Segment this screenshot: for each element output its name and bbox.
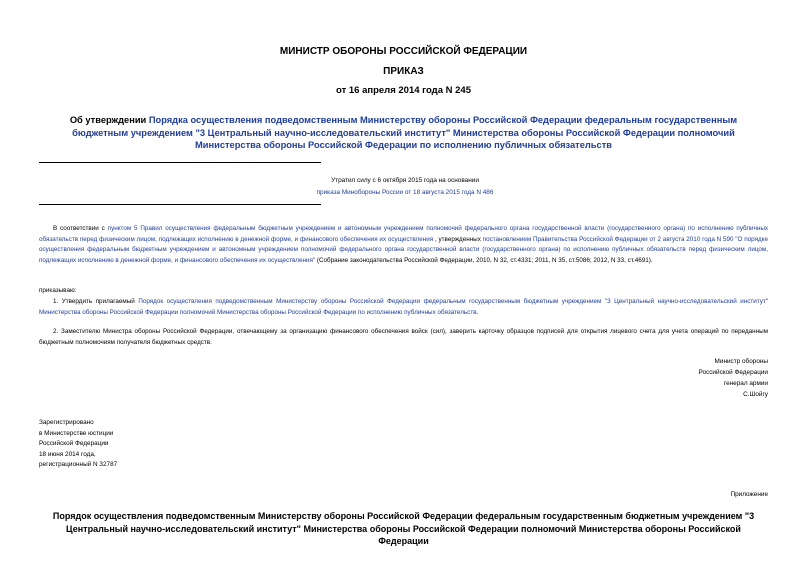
p1-pre: В соответствии с (53, 225, 108, 232)
title-prefix: Об утверждении (69, 115, 149, 125)
registration-line: регистрационный N 32787 (39, 461, 118, 469)
order-title (48, 114, 759, 152)
signature-line: С.Шойгу (743, 391, 768, 398)
signature-line: генерал армии (723, 380, 768, 387)
title-link[interactable]: Порядка осуществления подведомственным Министерству обороны Российской Федерации федеральным государственным бюджетным учреждением "3 Центральный научно-исследовательский институт" Министерства обороны Российской Федерации полномочий Министерства обороны Российской Федерации по исполнению публичных обязательств (72, 115, 738, 150)
p3-post: . (476, 308, 479, 316)
signature-line: Российской Федерации (698, 369, 768, 376)
doc-type-heading: ПРИКАЗ (383, 66, 424, 77)
divider-bottom (39, 204, 321, 205)
registration-line: Российской Федерации (39, 440, 109, 448)
preamble-paragraph (39, 224, 768, 266)
lost-force-link[interactable]: приказа Минобороны России от 18 августа 2015 года N 486 (316, 189, 494, 196)
item-1-paragraph (39, 297, 768, 318)
date-number: от 16 апреля 2014 года N 245 (336, 85, 471, 96)
p1-mid: , утвержденных (433, 235, 483, 243)
appendix-label: Приложение (730, 491, 768, 498)
registration-line: в Министерстве юстиции (39, 429, 114, 437)
ministry-heading: МИНИСТР ОБОРОНЫ РОССИЙСКОЙ ФЕДЕРАЦИИ (279, 46, 528, 57)
registration-block (39, 418, 239, 471)
p1-link-resolution[interactable]: постановлением Правительства Российской Федерации от 2 августа 2010 года N 590 "О порядке осуществления федеральным бюджетным учреждением и автономным учреждением полномочий федерального органа государственной власти (государственного органа) по исполнению публичных обязательств перед физическим лицом, подлежащих исполнению в денежной форме, и финансового обеспечения их осуществления" (39, 235, 769, 264)
registration-line: 18 июня 2014 года, (39, 450, 96, 458)
p1-post: (Собрание законодательства Российской Федерации, 2010, N 32, ст.4331; 2011, N 35, ст.5086; 2012, N 33, ст.4691). (315, 256, 653, 264)
appendix-title: Порядок осуществления подведомственным Министерству обороны Российской Федерации федеральным государственным бюджетным учреждением "3 Центральный научно-исследовательский институт" Министерства обороны Российской Федерации полномочий Министерства обороны Российской Федерации (52, 511, 755, 546)
lost-force-note (240, 175, 570, 199)
signature-block (568, 356, 768, 400)
p1-link-rules[interactable]: пунктом 5 Правил осуществления федеральным бюджетным учреждением и автономным учреждением полномочий федерального органа государственной власти (государственного органа) по исполнению публичных обязательств перед физическим лицом, подлежащих исполнению в денежной форме, и финансового обеспечения их осуществления (39, 225, 769, 243)
item-2-paragraph: 2. Заместителю Министра обороны Российской Федерации, отвечающему за организацию финансового обеспечения войск (сил), заверить карточку образцов подписей для открытия лицевого счета для учета операций по переданным бюджетным полномочиям получателя бюджетных средств. (39, 328, 768, 346)
divider-top (39, 162, 321, 163)
p3-link-procedure[interactable]: Порядок осуществления подведомственным Министерству обороны Российской Федерации федеральным государственным бюджетным учреждением "3 Центральный научно-исследовательский институт" Министерства обороны Российской Федерации полномочий Министерства обороны Российской Федерации по исполнению публичных обязательств (39, 298, 768, 316)
order-word: приказываю: (39, 287, 77, 294)
registration-line: Зарегистрировано (39, 419, 94, 426)
lost-force-text: Утратил силу с 6 октября 2015 года на основании (331, 177, 479, 184)
signature-line: Министр обороны (714, 358, 768, 365)
p3-pre: 1. Утвердить прилагаемый (53, 298, 139, 305)
